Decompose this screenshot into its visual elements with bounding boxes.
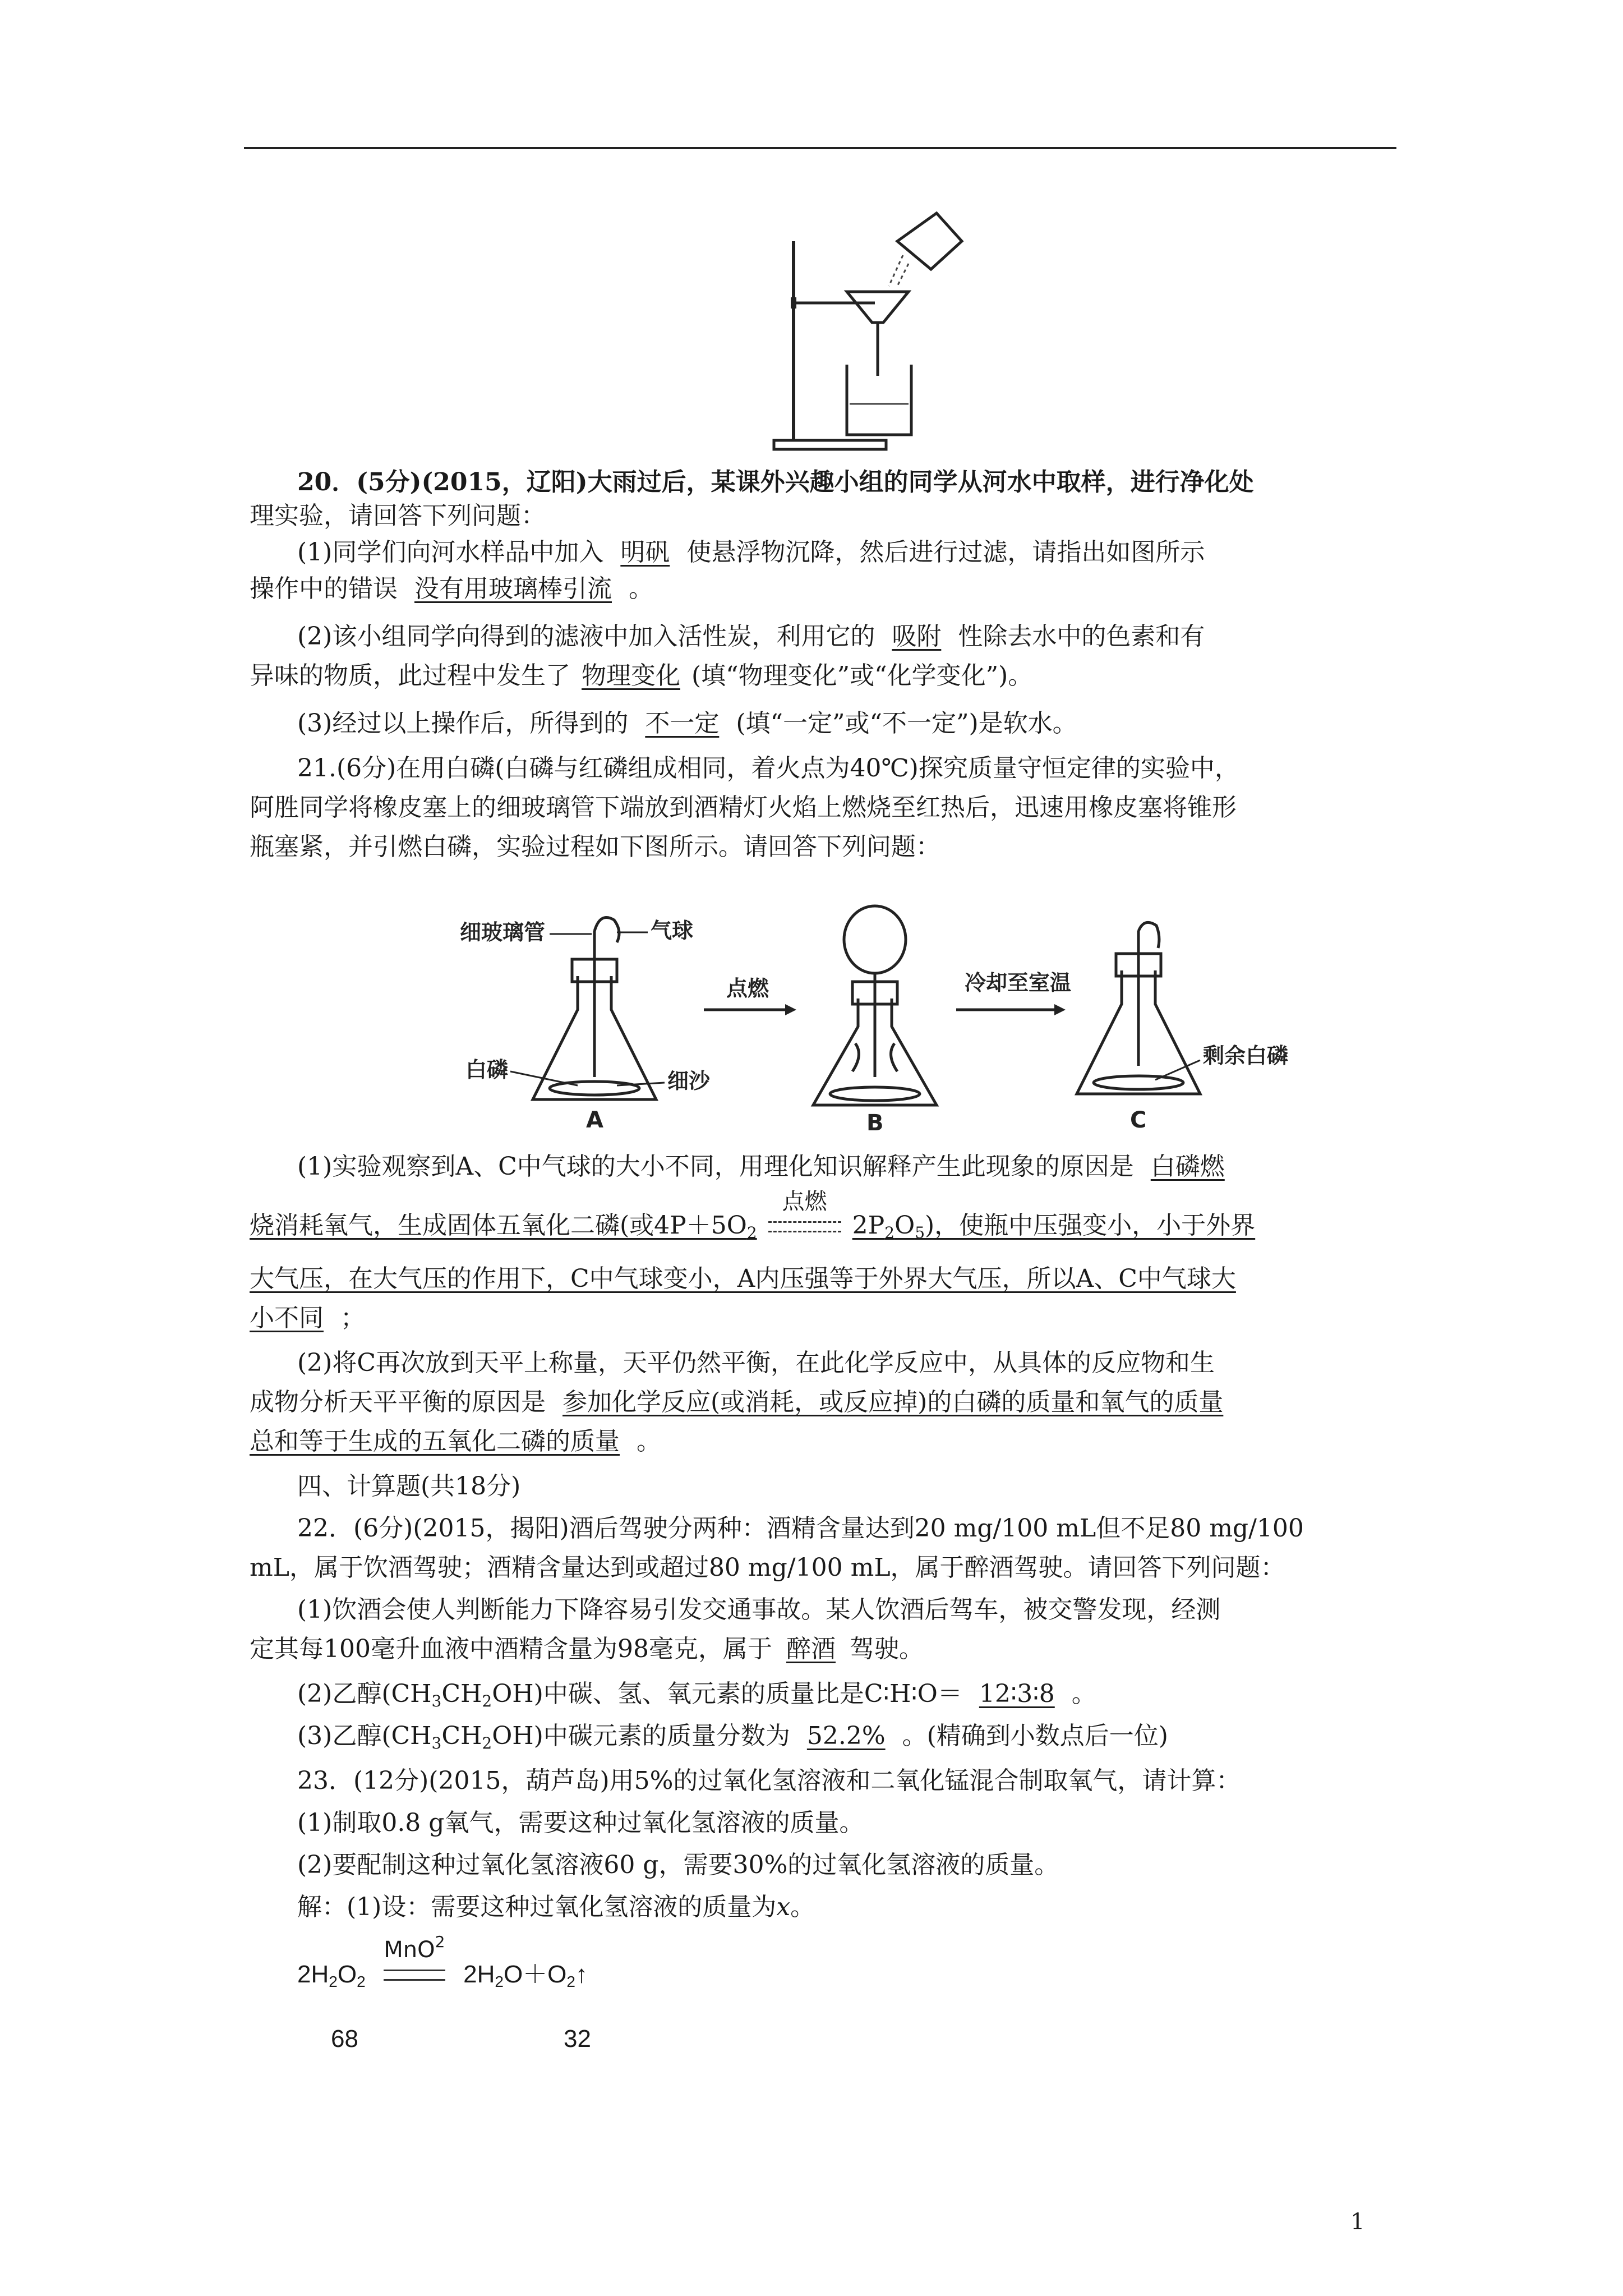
label-a: A: [586, 1107, 603, 1133]
q20-head: 20．(5分)(2015，辽阳)大雨过后，某课外兴趣小组的同学从河水中取样，进行净化处: [297, 468, 1254, 496]
q20-part3: (3)经过以上操作后，所得到的 不一定 (填“一定”或“不一定”)是软水。: [297, 709, 1077, 738]
q22-part2: (2)乙醇$(CH_3CH_2OH)$中碳、氢、氧元素的质量比是C∶H∶O＝ 12∶3∶8 。: [297, 1680, 1096, 1710]
q22-line1: 22．(6分)(2015，揭阳)酒后驾驶分两种：酒精含量达到20 mg/100 mL但不足80 mg/100: [297, 1514, 1304, 1543]
q21-sub1-line4: 小不同 ；: [250, 1304, 365, 1332]
q21-sub1-line2: 烧消耗氧气，生成固体五氧化二磷(或$4P+5O_2$ 点燃 $2P_2O_5$)，使瓶中压强变小，小于外界: [250, 1188, 1256, 1242]
label-ignite: 点燃: [726, 976, 769, 1001]
q20-head2: 理实验，请回答下列问题：: [250, 501, 546, 530]
q21-line1: 21.(6分)在用白磷(白磷与红磷组成相同，着火点为40℃)探究质量守恒定律的实验中，: [297, 754, 1239, 783]
answer-blank: 12∶3∶8: [979, 1680, 1055, 1708]
q23-line1: 23．(12分)(2015，葫芦岛)用5%的过氧化氢溶液和二氧化锰混合制取氧气，请计算：: [297, 1766, 1241, 1795]
q22-part1: (1)饮酒会使人判断能力下降容易引发交通事故。某人饮酒后驾车，被交警发现，经测: [297, 1595, 1221, 1624]
flask-a: [533, 918, 656, 1100]
catalyst-condition: MnO$^2$: [372, 1962, 457, 1990]
answer-blank: 52.2%: [806, 1722, 886, 1750]
molar-mass-68: 68: [331, 2025, 358, 2053]
label-tube: 细玻璃管: [460, 920, 546, 945]
section-4-title: 四、计算题(共18分): [297, 1472, 521, 1501]
q23-part1: (1)制取0.8 g氧气，需要这种过氧化氢溶液的质量。: [297, 1809, 864, 1837]
q21-sub1: (1)实验观察到A、C中气球的大小不同，用理化知识解释产生此现象的原因是 白磷燃: [297, 1152, 1225, 1181]
q21-line2: 阿胜同学将橡皮塞上的细玻璃管下端放到酒精灯火焰上燃烧至红热后，迅速用橡皮塞将锥形: [250, 793, 1237, 822]
answer-blank: 醉酒: [786, 1635, 836, 1663]
label-sand: 细沙: [667, 1069, 711, 1093]
q20-part2-cont: 异味的物质，此过程中发生了 物理变化 (填“物理变化”或“化学变化”)。: [250, 661, 1033, 690]
answer-blank: 明矾: [620, 538, 670, 567]
answer-blank: 物理变化: [582, 661, 680, 690]
flask-experiment-figure: [449, 898, 1290, 1139]
q21-line3: 瓶塞紧，并引燃白磷，实验过程如下图所示。请回答下列问题：: [250, 832, 940, 861]
answer-blank: 不一定: [645, 709, 720, 738]
q21-sub2-line2: 成物分析天平平衡的原因是 参加化学反应(或消耗，或反应掉)的白磷的质量和氧气的质量: [250, 1388, 1224, 1416]
label-cool: 冷却至室温: [965, 970, 1072, 995]
reaction-condition: 点燃: [757, 1213, 852, 1241]
flask-b: [813, 906, 937, 1105]
filtration-figure: [763, 202, 998, 454]
answer-blank: 白磷燃: [1150, 1152, 1225, 1181]
gas-arrow: ↑: [575, 1961, 588, 1988]
q21-sub1-line3: 大气压，在大气压的作用下，C中气球变小，A内压强等于外界大气压，所以A、C中气球大: [250, 1264, 1236, 1293]
q20-part2: (2)该小组同学向得到的滤液中加入活性炭，利用它的 吸附 性除去水中的色素和有: [297, 622, 1205, 651]
label-b: B: [866, 1110, 884, 1136]
header-rule: [244, 147, 1396, 149]
q20-part1-cont: 操作中的错误 没有用玻璃棒引流 。: [250, 574, 653, 603]
q23-solution: 解：(1)设：需要这种过氧化氢溶液的质量为x。: [297, 1893, 815, 1921]
answer-blank: 没有用玻璃棒引流: [414, 574, 612, 603]
decomposition-equation: $2H_2O_2$ MnO$^2$ $2H_2O+O_2↑$: [297, 1932, 588, 1990]
molar-mass-32: 32: [564, 2025, 591, 2053]
label-c: C: [1130, 1107, 1147, 1133]
q21-sub2-line3: 总和等于生成的五氧化二磷的质量 。: [250, 1427, 661, 1456]
q22-line2: mL，属于饮酒驾驶；酒精含量达到或超过80 mg/100 mL，属于醉酒驾驶。请回答下列问题：: [250, 1553, 1285, 1582]
q22-part3: (3)乙醇$(CH_3CH_2OH)$中碳元素的质量分数为 52.2% 。(精确到小数点后一位): [297, 1722, 1168, 1752]
label-phosphorus: 白磷: [465, 1057, 509, 1082]
q21-sub2: (2)将C再次放到天平上称量，天平仍然平衡，在此化学反应中，从具体的反应物和生: [297, 1349, 1215, 1377]
q22-part1-cont: 定其每100毫升血液中酒精含量为98毫克，属于 醉酒 驾驶。: [250, 1635, 924, 1663]
q20-part1: (1)同学们向河水样品中加入 明矾 使悬浮物沉降，然后进行过滤，请指出如图所示: [297, 538, 1205, 567]
label-remaining: 剩余白磷: [1203, 1043, 1289, 1068]
answer-blank: 吸附: [892, 622, 942, 651]
q23-part2: (2)要配制这种过氧化氢溶液60 g，需要30%的过氧化氢溶液的质量。: [297, 1851, 1059, 1879]
page-number: 1: [1350, 2209, 1365, 2235]
label-balloon: 气球: [651, 918, 694, 943]
